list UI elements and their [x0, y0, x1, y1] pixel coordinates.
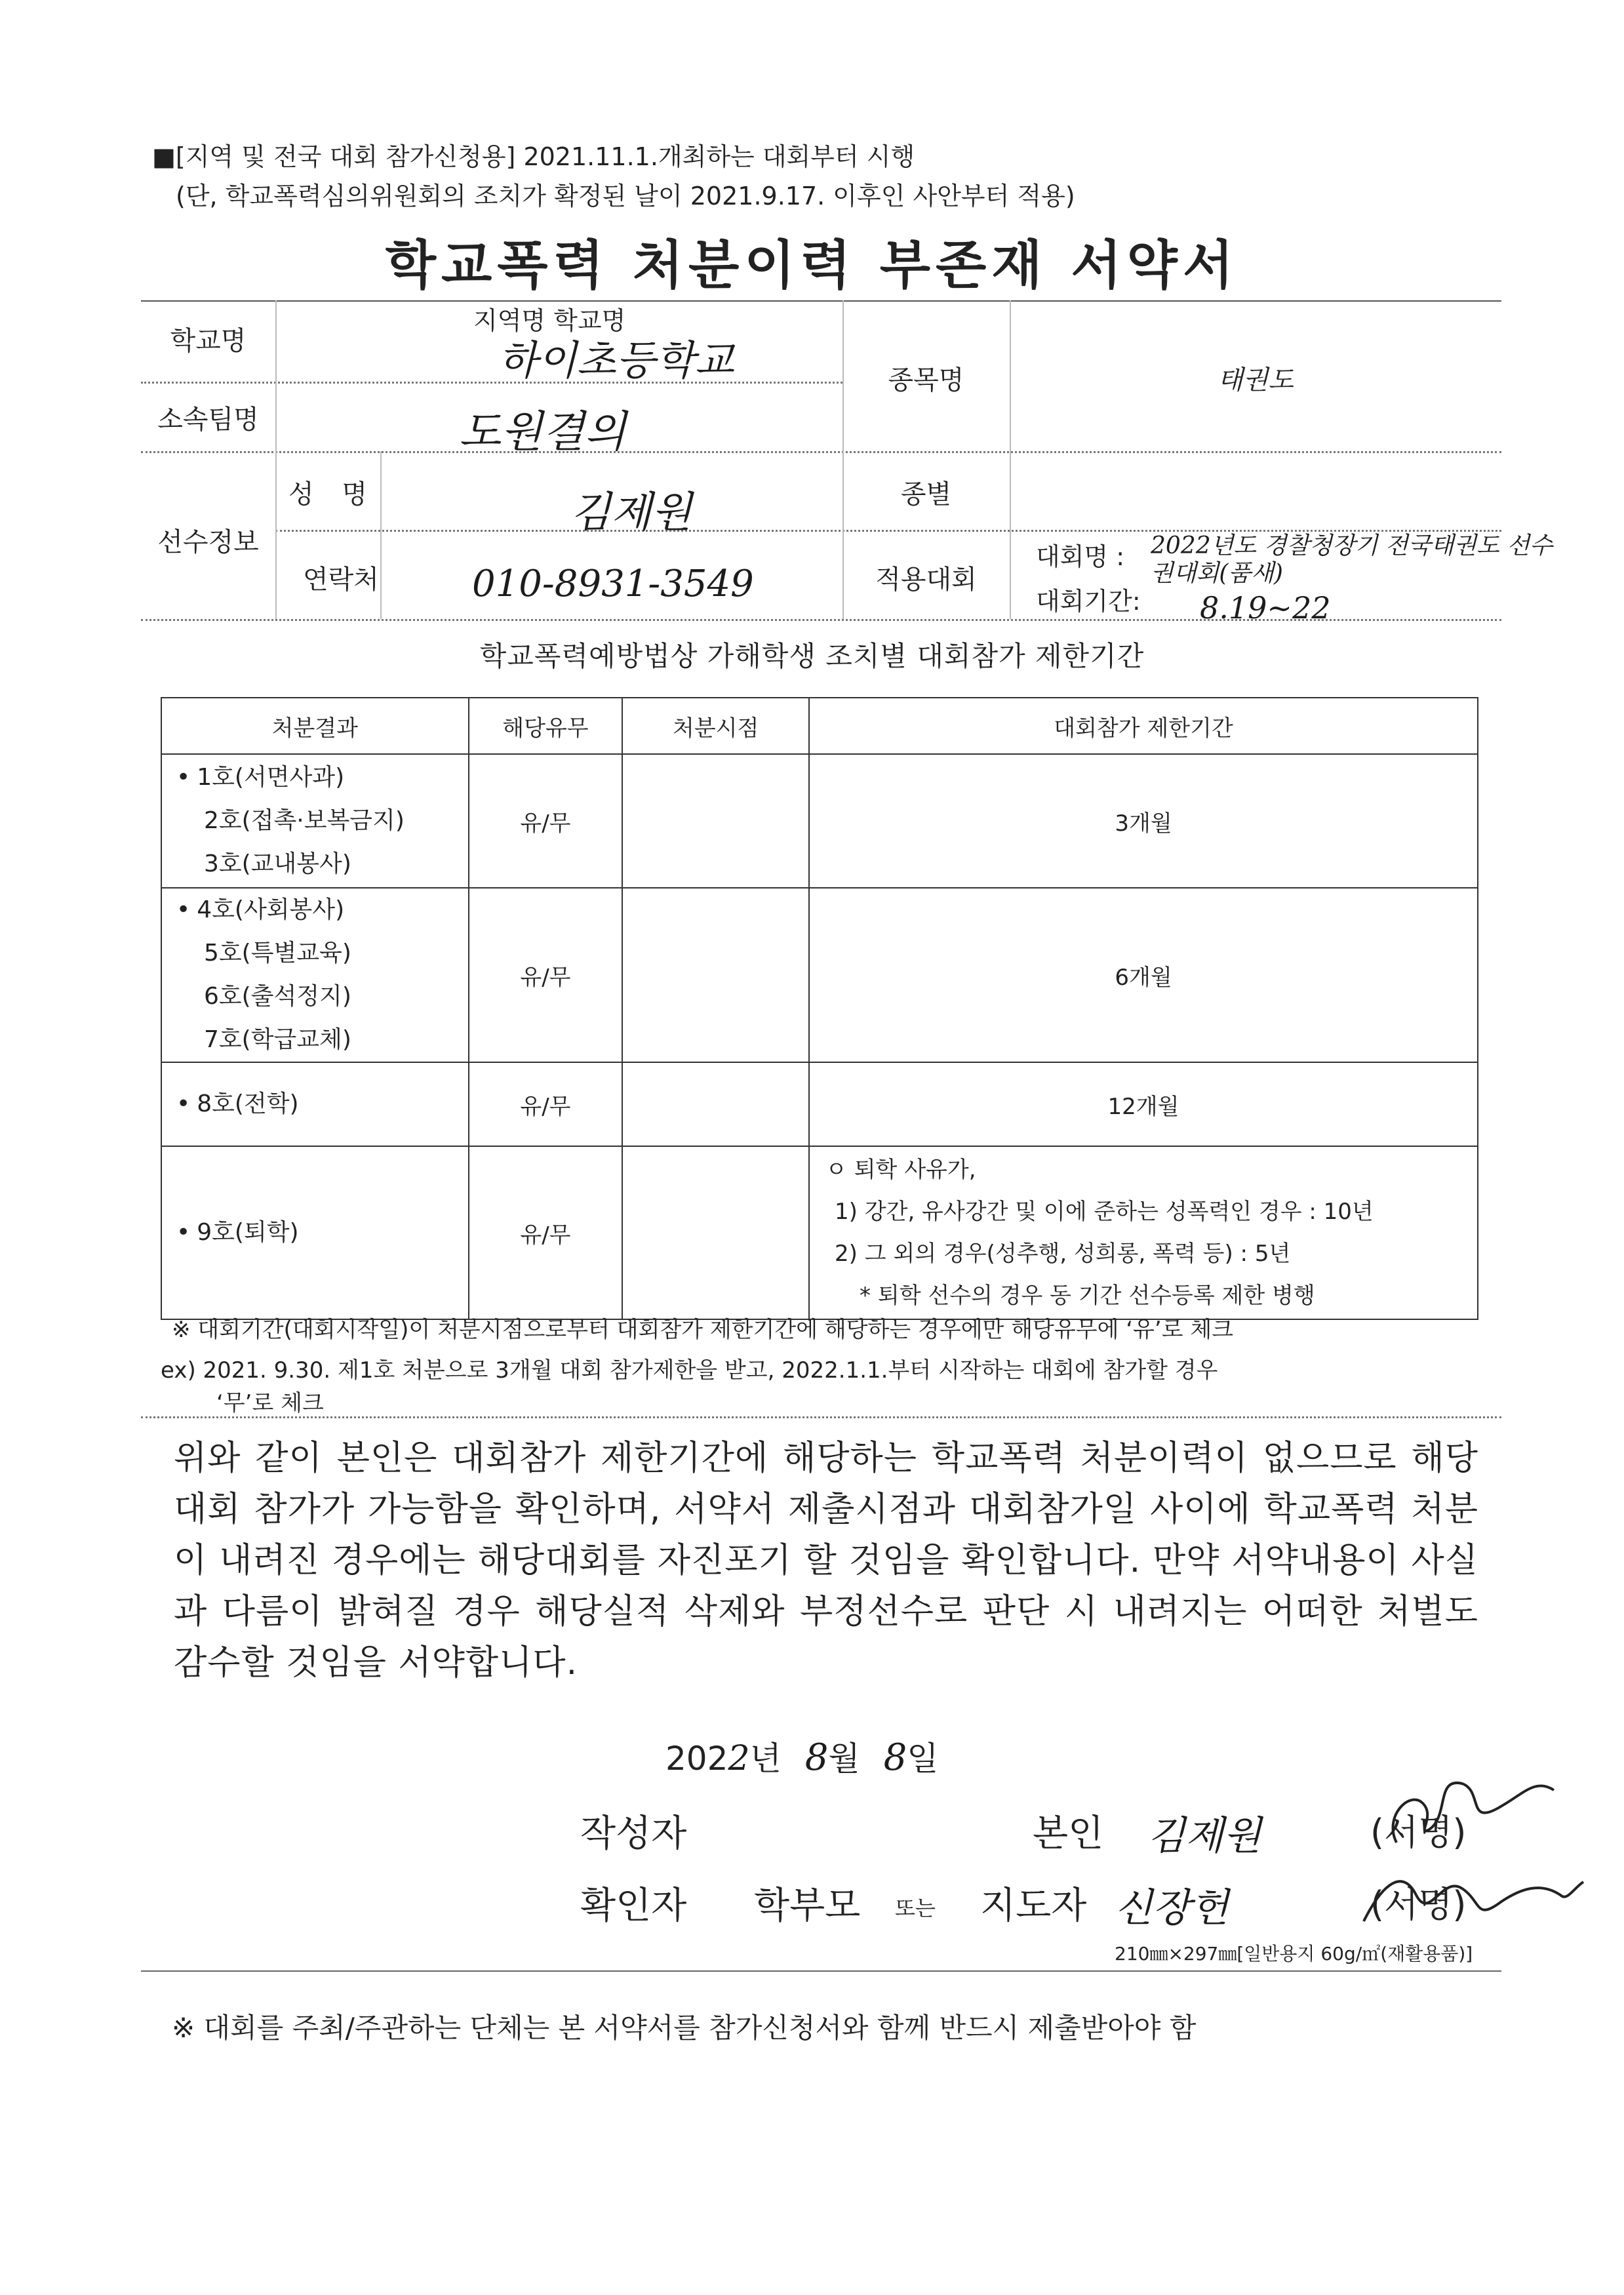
table-row: [161, 888, 1478, 1062]
applicable-cell[interactable]: 유/무: [469, 888, 623, 1062]
school-name-handwritten: 하이초등학교: [498, 336, 734, 384]
info-top-border: [141, 300, 1501, 302]
gender-label: 종별: [900, 479, 952, 509]
restriction-period-cell: 12개월: [809, 1062, 1478, 1146]
writer-label: 작성자: [580, 1812, 687, 1855]
applicable-cell[interactable]: 유/무: [469, 1146, 623, 1319]
disposition-item: • 9호(퇴학): [176, 1211, 468, 1254]
header-applicable: 해당유무: [469, 698, 623, 754]
coach-label: 지도자: [980, 1885, 1087, 1927]
applicable-cell[interactable]: 유/무: [469, 1062, 623, 1146]
disposition-date-cell[interactable]: [622, 754, 809, 888]
coach-signature-placeholder[interactable]: (서명): [1370, 1884, 1467, 1925]
self-name-handwritten: 김제원: [1147, 1813, 1261, 1859]
info-divider-name: [275, 530, 1501, 532]
event-name-handwritten: 2022년도 경찰청장기 전국태권도 선수권대회(품새): [1151, 532, 1553, 587]
note-2-example-cont: ‘무’로 체크: [216, 1390, 324, 1416]
parent-label: 학부모: [754, 1885, 861, 1927]
school-label: 학교명: [170, 326, 247, 356]
event-label: 적용대회: [875, 565, 977, 595]
date-day-handwritten: 8: [883, 1736, 907, 1779]
team-label: 소속팀명: [157, 405, 259, 435]
disposition-item: 7호(학급교체): [204, 1026, 351, 1053]
header-disposition: 처분결과: [161, 698, 469, 754]
sport-label: 종목명: [888, 365, 964, 395]
sport-value: 태권도: [1218, 365, 1294, 395]
notice-line-1: ■[지역 및 전국 대회 참가신청용] 2021.11.1.개최하는 대회부터 시행: [152, 142, 915, 171]
disposition-item: 5호(특별교육): [204, 940, 351, 967]
table-header-row: [161, 698, 1478, 754]
notes-divider: [141, 1416, 1501, 1418]
disposition-item: • 4호(사회봉사): [176, 888, 468, 932]
self-label: 본인: [1033, 1812, 1104, 1855]
restriction-subtitle: 학교폭력예방법상 가해학생 조치별 대회참가 제한기간: [479, 640, 1145, 672]
disposition-cell: [161, 1062, 469, 1146]
restriction-period-cell: 3개월: [809, 754, 1478, 888]
info-col-divider-3: [1010, 300, 1011, 619]
disposition-item: 3호(교내봉사): [204, 850, 351, 877]
disposition-item: 6호(출석정지): [204, 983, 351, 1010]
header-restriction-period: 대회참가 제한기간: [809, 698, 1478, 754]
disposition-cell: [161, 888, 469, 1062]
disposition-item: • 8호(전학): [176, 1083, 468, 1126]
date-day-label: 일: [907, 1740, 939, 1778]
header-disposition-date: 처분시점: [622, 698, 809, 754]
info-divider-team: [141, 451, 1501, 453]
notice-line-2: (단, 학교폭력심의위원회의 조치가 확정된 날이 2021.9.17. 이후인 사안부터 적용): [176, 182, 1075, 210]
name-label: 성 명: [288, 479, 367, 509]
disposition-date-cell[interactable]: [622, 1062, 809, 1146]
date-year-prefix: 202: [665, 1740, 728, 1778]
disposition-date-cell[interactable]: [622, 1146, 809, 1319]
expulsion-rule: 1) 강간, 유사강간 및 이에 준하는 성폭력인 경우 : 10년: [835, 1199, 1374, 1225]
disposition-item: • 1호(서면사과): [176, 756, 468, 799]
date-year-handwritten: 2: [728, 1739, 750, 1778]
contact-handwritten: 010-8931-3549: [472, 563, 754, 605]
restriction-period-cell: 6개월: [809, 888, 1478, 1062]
note-1: ※ 대회기간(대회시작일)이 처분시점으로부터 대회참가 제한기간에 해당하는 경우에만 해당유무에 ‘유’로 체크: [172, 1317, 1234, 1343]
expulsion-rule: ㅇ 퇴학 사유가,: [825, 1157, 976, 1183]
school-caption: 지역명 학교명: [473, 306, 626, 335]
table-row: [161, 1062, 1478, 1146]
confirmer-label: 확인자: [580, 1885, 687, 1927]
document-title: 학교폭력 처분이력 부존재 서약서: [385, 235, 1239, 296]
date-month-label: 월: [828, 1740, 860, 1778]
athlete-info-label: 선수정보: [157, 527, 259, 557]
contact-label: 연락처: [303, 565, 379, 595]
note-2-example: ex) 2021. 9.30. 제1호 처분으로 3개월 대회 참가제한을 받고, 2022.1.1.부터 시작하는 대회에 참가할 경우: [161, 1357, 1218, 1384]
event-period-label: 대회기간:: [1036, 587, 1141, 616]
disposition-date-cell[interactable]: [622, 888, 809, 1062]
team-name-handwritten: 도원결의: [459, 407, 627, 457]
disposition-item: 2호(접촉·보복금지): [204, 807, 405, 834]
self-signature-placeholder[interactable]: (서명): [1370, 1812, 1467, 1853]
or-label: 또는: [895, 1896, 936, 1921]
event-name-label: 대회명 :: [1036, 542, 1125, 571]
table-row: [161, 1146, 1478, 1319]
footer-note: ※ 대회를 주최/주관하는 단체는 본 서약서를 참가신청서와 함께 반드시 제출받아야 함: [172, 2012, 1197, 2044]
event-period-handwritten: 8.19~22: [1200, 590, 1331, 626]
date-month-handwritten: 8: [804, 1736, 829, 1779]
self-signature-scribble: [1370, 1764, 1567, 1856]
disposition-cell: [161, 754, 469, 888]
applicable-cell[interactable]: 유/무: [469, 754, 623, 888]
info-divider-school: [141, 382, 842, 384]
paper-spec: 210㎜×297㎜[일반용지 60g/㎡(재활용품)]: [1115, 1943, 1473, 1965]
restriction-table: [161, 697, 1478, 1320]
restriction-period-cell: [809, 1146, 1478, 1319]
signature-date: [665, 1732, 939, 1780]
coach-name-handwritten: 신장헌: [1115, 1885, 1229, 1931]
table-row: [161, 754, 1478, 888]
date-year-label: 년: [749, 1740, 782, 1778]
expulsion-rule: * 퇴학 선수의 경우 동 기간 선수등록 제한 병행: [860, 1283, 1315, 1309]
athlete-name-handwritten: 김제원: [570, 489, 692, 537]
footer-divider: [141, 1970, 1501, 1972]
expulsion-rule: 2) 그 외의 경우(성추행, 성희롱, 폭력 등) : 5년: [835, 1241, 1291, 1267]
disposition-cell: [161, 1146, 469, 1319]
coach-signature-scribble: [1351, 1856, 1587, 1934]
pledge-paragraph: 위와 같이 본인은 대회참가 제한기간에 해당하는 학교폭력 처분이력이 없으므로 해당 대회 참가가 가능함을 확인하며, 서약서 제출시점과 대회참가일 사이에 학교폭력 처분이 내려진 경우에는 해당대회를 자진포기 할 것임을 확인합니다. 만약 서약내용이 사실과 다름이 밝혀질 경우 해당실적 삭제와 부정선수로 판단 시 내려지는 어떠한 처벌도 감수할 것임을 서약합니다.: [174, 1439, 1478, 1683]
